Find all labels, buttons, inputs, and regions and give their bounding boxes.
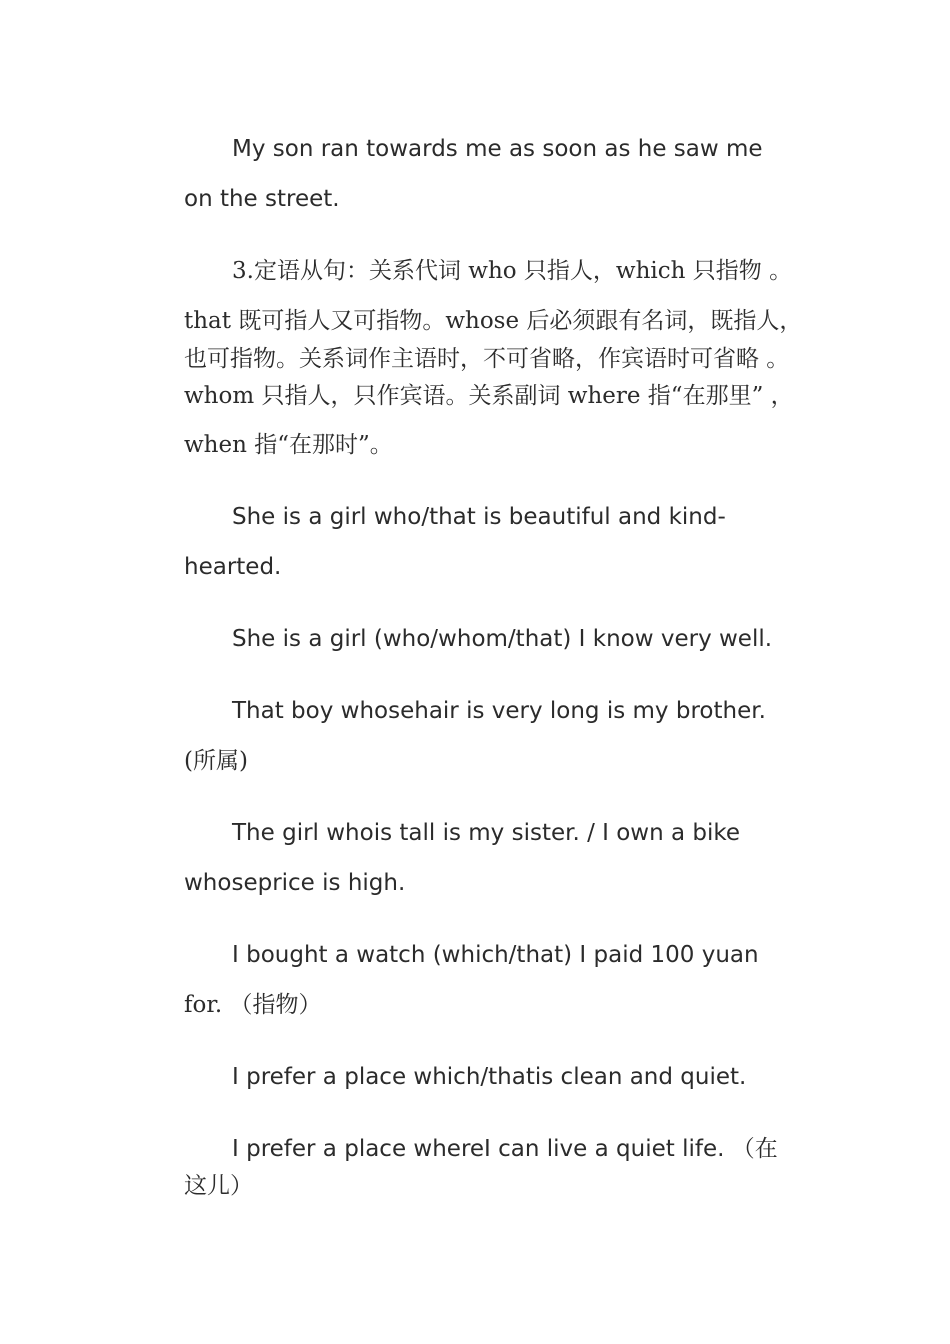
text-line: whoseprice is high. [184,870,406,896]
text-line: 3.定语从句：关系代词 who 只指人，which 只指物 。 [232,258,793,284]
text-line: I bought a watch (which/that) I paid 100 yuan [232,942,759,968]
text-line: whom 只指人，只作宾语。关系副词 where 指“在那里” ， [184,383,794,409]
text-line: 这儿） [184,1173,253,1199]
text-line: hearted. [184,554,282,580]
text-line: She is a girl who/that is beautiful and kind- [232,504,726,530]
text-line: 也可指物。关系词作主语时，不可省略，作宾语时可省略 。 [184,346,790,372]
text-line: She is a girl (who/whom/that) I know very well. [232,626,773,652]
text-line: for. （指物） [184,992,322,1018]
text-line: when 指“在那时”。 [184,432,393,458]
text-line: My son ran towards me as soon as he saw me [232,136,763,162]
text-line: on the street. [184,186,340,212]
text-line: The girl whois tall is my sister. / I own a bike [232,820,741,846]
text-line: I prefer a place which/thatis clean and quiet. [232,1064,747,1090]
text-line: (所属) [184,748,248,774]
text-line: That boy whosehair is very long is my brother. [232,698,766,724]
text-line: I prefer a place whereI can live a quiet life. （在 [232,1136,778,1162]
text-line: that 既可指人又可指物。whose 后必须跟有名词，既指人， [184,308,803,334]
